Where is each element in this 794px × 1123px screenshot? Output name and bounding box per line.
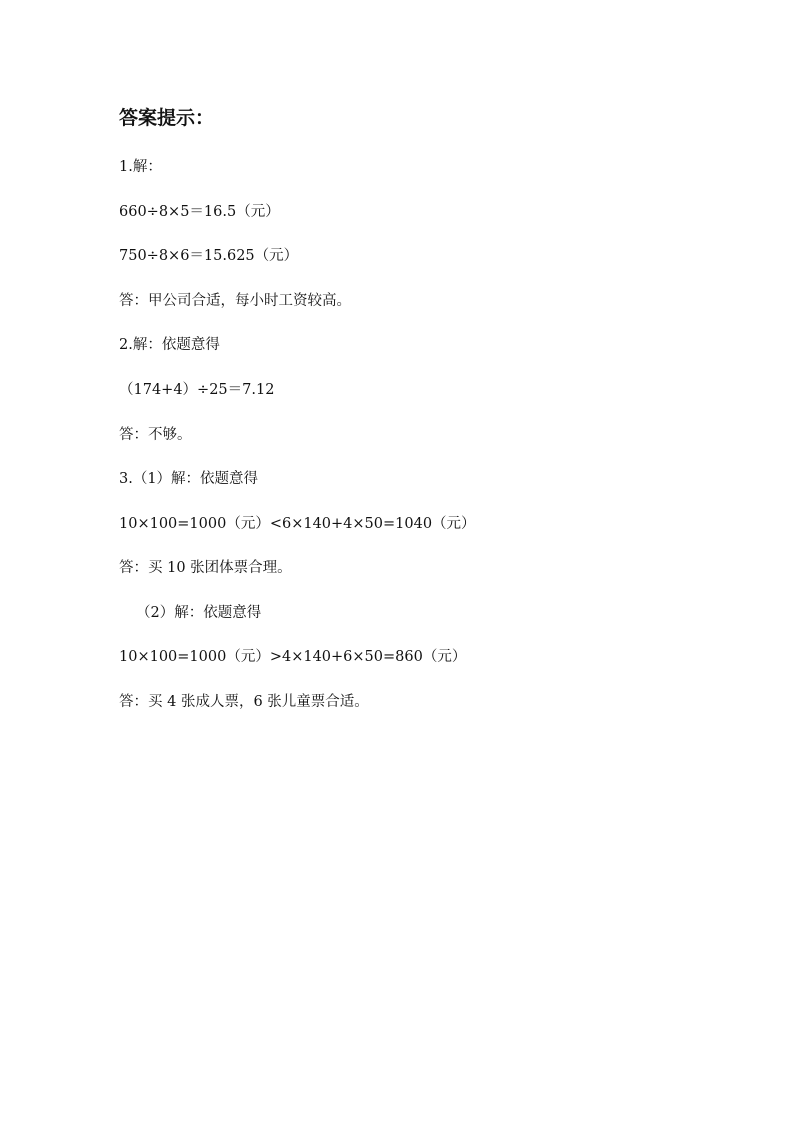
solution-2-equation: （174+4）÷25＝7.12 (119, 382, 275, 398)
solution-3-part-1-answer: 答：买 10 张团体票合理。 (119, 560, 292, 576)
solution-1-label: 1.解： (119, 159, 162, 175)
solution-2-answer: 答：不够。 (119, 427, 192, 443)
solution-1-answer: 答：甲公司合适，每小时工资较高。 (119, 293, 351, 309)
solution-3-part-2-label: （2）解：依题意得 (136, 605, 262, 621)
answer-hints-heading: 答案提示： (119, 107, 215, 129)
solution-3-part-1-equation: 10×100=1000（元）<6×140+4×50=1040（元） (119, 516, 476, 532)
solution-3-part-2-equation: 10×100=1000（元）>4×140+6×50=860（元） (119, 649, 467, 665)
solution-3-part-1-label: 3.（1）解：依题意得 (119, 471, 259, 487)
solution-2-label: 2.解：依题意得 (119, 337, 220, 353)
solution-3-part-2-answer: 答：买 4 张成人票，6 张儿童票合适。 (119, 694, 369, 710)
solution-1-equation-b: 750÷8×6＝15.625（元） (119, 248, 299, 264)
solution-1-equation-a: 660÷8×5＝16.5（元） (119, 204, 280, 220)
